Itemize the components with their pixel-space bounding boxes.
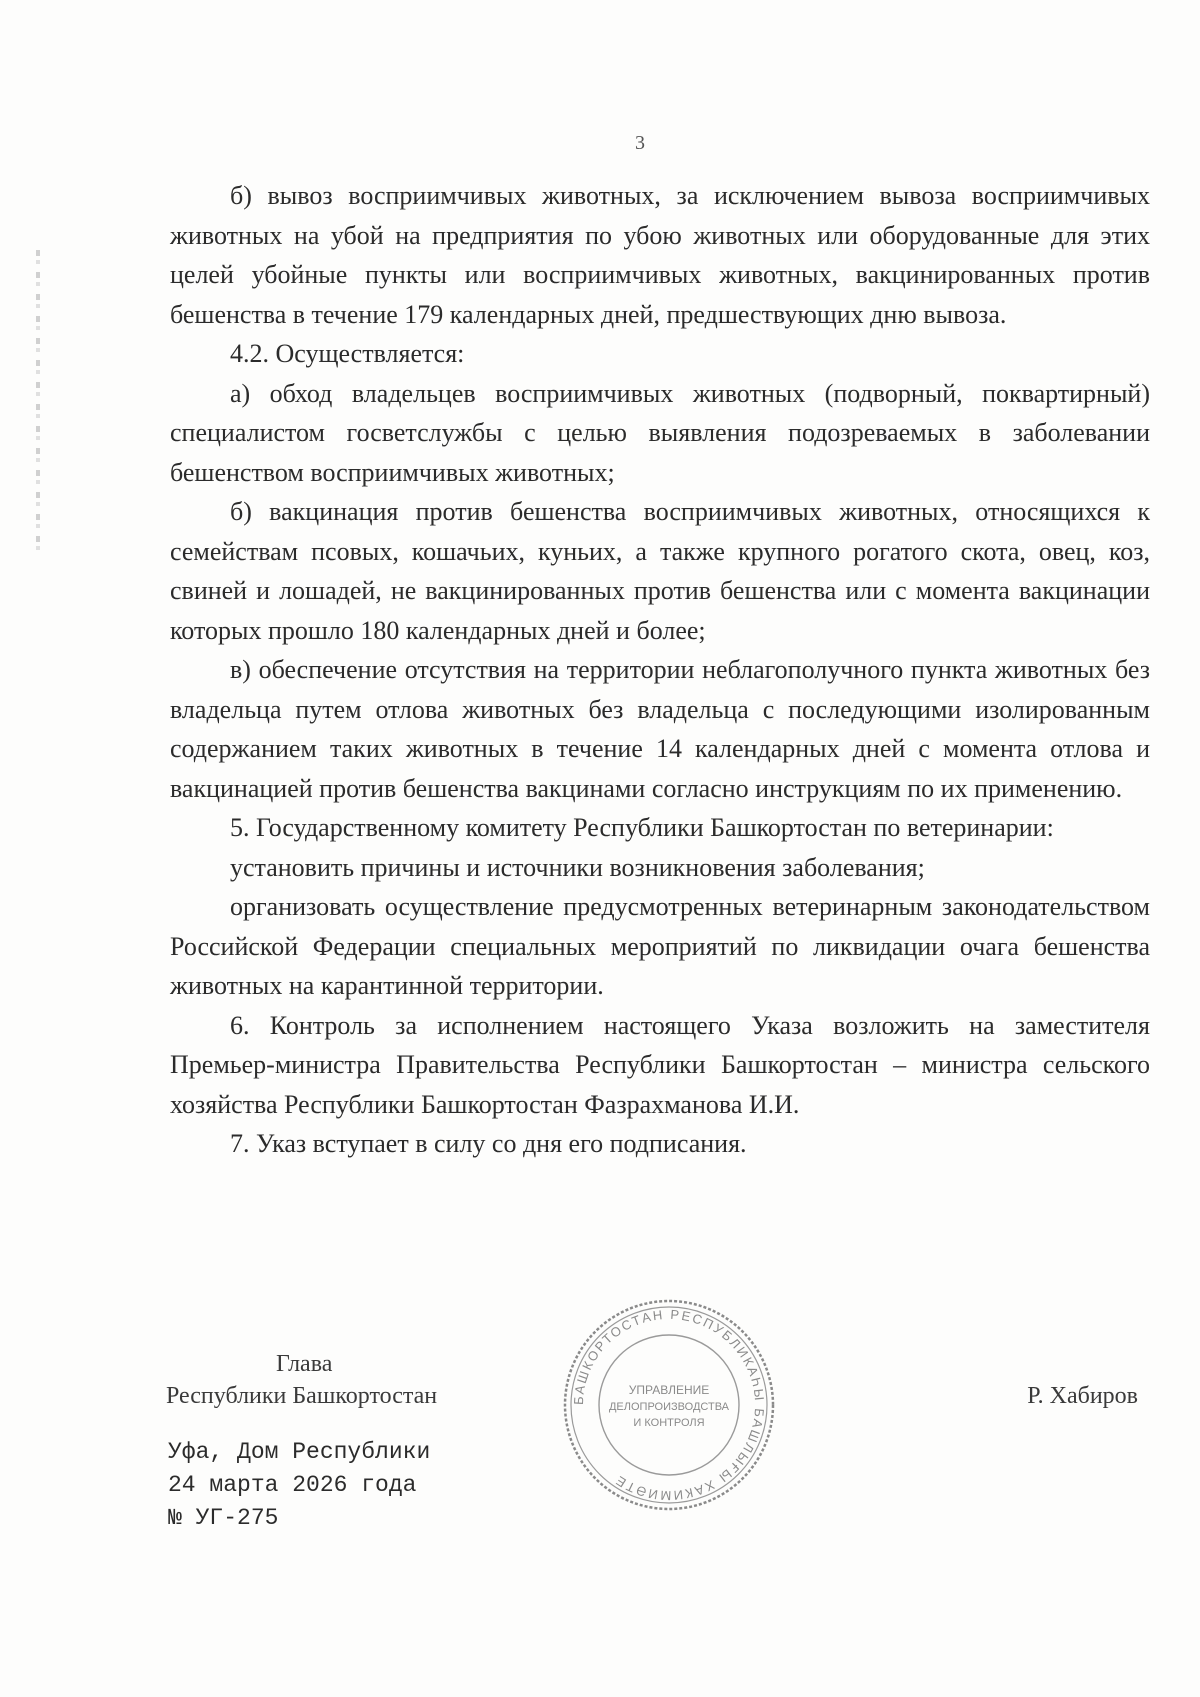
paragraph-4-1-b: б) вывоз восприимчивых животных, за исключением вывоза восприимчивых животных на убой на предприятия по убою животных или оборудованные для этих целей убойные пункты или восприимчивых животных, вакцинированных против бешенства в течение 179 календарных дней, предшествующих дню вывоза.: [170, 181, 1150, 329]
paragraph-6: 6. Контроль за исполнением настоящего Указа возложить на заместителя Премьер-министра Правительства Республики Башкортостан – министра сельского хозяйства Республики Башкортостан Фазрахманова И.И.: [170, 1010, 1150, 1119]
signatory-title: [166, 1348, 437, 1412]
paragraph-4-2-b: б) вакцинация против бешенства восприимчивых животных, относящихся к семействам псовых, кошачьих, куньих, а также крупного рогатого скота, овец, коз, свиней и лошадей, не вакцинированных против бешенства или с момента вакцинации которых прошло 180 календарных дней и более;: [170, 497, 1150, 645]
document-body: [170, 176, 1150, 1164]
paragraph-5: 5. Государственному комитету Республики Башкортостан по ветеринарии:: [230, 813, 1054, 842]
document-footer: [168, 1436, 430, 1535]
scan-edge-artifact: [36, 250, 40, 550]
paragraph-4-2-a: а) обход владельцев восприимчивых животных (подворный, поквартирный) специалистом госветслужбы с целью выявления подозреваемых в заболевании бешенством восприимчивых животных;: [170, 378, 1150, 487]
paragraph-4-2: 4.2. Осуществляется:: [230, 339, 465, 368]
footer-date: 24 марта 2026 года: [168, 1472, 417, 1498]
seal-inner-line3: И КОНТРОЛЯ: [633, 1417, 705, 1429]
footer-place: Уфа, Дом Республики: [168, 1439, 431, 1465]
seal-inner-line2: ДЕЛОПРОИЗВОДСТВА: [608, 1401, 730, 1413]
signatory-name: Р. Хабиров: [1027, 1383, 1138, 1409]
paragraph-7: 7. Указ вступает в силу со дня его подписания.: [230, 1129, 747, 1158]
seal-outer-text: БАШКОРТОСТАН РЕСПУБЛИКАҺЫ БАШЛЫҒЫ ХАКИМИӘТЕ: [570, 1306, 768, 1504]
signatory-title-line1: Глава: [276, 1351, 333, 1377]
paragraph-4-2-v: в) обеспечение отсутствия на территории неблагополучного пункта животных без владельца путем отлова животных без владельца с последующими изолированным содержанием таких животных в течение 14 календарных дней с момента отлова и вакцинацией против бешенства вакцинами согласно инструкциям по их применению.: [170, 655, 1150, 803]
signatory-title-line2: Республики Башкортостан: [166, 1383, 438, 1409]
seal-inner-line1: УПРАВЛЕНИЕ: [628, 1383, 710, 1397]
footer-number: № УГ-275: [168, 1505, 279, 1531]
paragraph-5-item-2: организовать осуществление предусмотренных ветеринарным законодательством Российской Федерации специальных мероприятий по ликвидации очага бешенства животных на карантинной территории.: [170, 892, 1150, 1000]
page-number: 3: [635, 132, 645, 154]
paragraph-5-item-1: установить причины и источники возникновения заболевания;: [230, 852, 925, 882]
official-seal: [560, 1296, 778, 1514]
